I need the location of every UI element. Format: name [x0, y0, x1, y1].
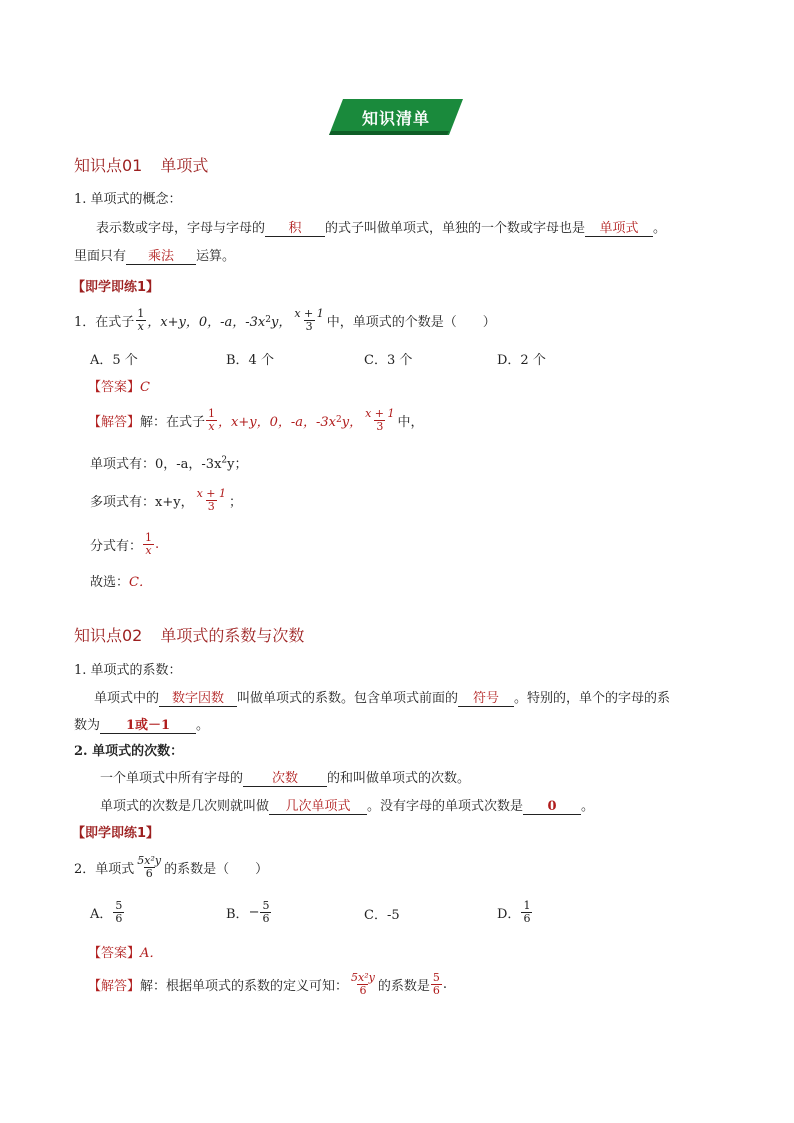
- subheading: 2. 单项式的次数：: [74, 744, 184, 759]
- fractions-line: 分式有： $\frac{1}{x}$ .: [90, 530, 160, 557]
- heading-number: 知识点01: [74, 156, 143, 175]
- banner-title: 知识清单: [361, 108, 430, 128]
- blank-answer: 1或－1: [100, 718, 196, 734]
- blank-answer: 单项式: [585, 221, 653, 237]
- choose-line: 故选：C．: [90, 575, 152, 590]
- solution-line: 【解答】 解：根据单项式的系数的定义可知： $\frac{\text{5x²y}}{6}$ 的系数是 $\frac{5}{6}$ .: [88, 970, 448, 997]
- paragraph: 单项式的次数是几次则就叫做 几次单项式 。没有字母的单项式次数是 0 。: [100, 799, 595, 814]
- option-c: C．3 个: [364, 353, 413, 368]
- answer-tag: 【答案】: [88, 380, 141, 395]
- option-b: B．4 个: [226, 353, 274, 368]
- section-heading-1: [74, 153, 208, 176]
- blank-answer: 符号: [458, 691, 514, 707]
- fraction: $\frac{1}{6}$: [523, 898, 531, 925]
- question-1: 1．在式子 $\frac{1}{x}$ ，x+y，0，-a，-3x 2 y， $\frac{x + 1}{3}$ 中，单项式的个数是（ ）: [74, 306, 496, 333]
- blank-answer: 乘法: [126, 249, 196, 265]
- subheading: 1. 单项式的系数：: [74, 663, 182, 678]
- section-heading-2: [74, 623, 304, 646]
- fraction: $\frac{\text{5x²y}}{6}$: [137, 853, 162, 880]
- paragraph: 一个单项式中所有字母的 次数 的和叫做单项式的次数。: [100, 771, 471, 786]
- blank-answer: 数字因数: [159, 691, 237, 707]
- paragraph: 单项式中的 数字因数 叫做单项式的系数。包含单项式前面的 符号 。特别的，单个的字母的系: [94, 691, 671, 706]
- answer-line: [88, 376, 150, 395]
- monomials-line: 单项式有：0，-a，$-3x^2y$；: [90, 455, 248, 472]
- answer-value: A．: [140, 946, 163, 961]
- fraction: $\frac{\text{5x²y}}{6}$: [351, 970, 375, 997]
- option-d: D．2 个: [497, 353, 546, 368]
- blank-answer: 几次单项式: [269, 799, 367, 815]
- paragraph: 数为 1或－1 。: [74, 718, 210, 733]
- blank-answer: 0: [523, 799, 581, 815]
- fraction: $\frac{5}{6}$: [115, 898, 123, 925]
- option-b: B． − $\frac{5}{6}$: [226, 898, 270, 925]
- heading-title: 单项式的系数与次数: [160, 626, 305, 645]
- heading-number: 知识点02: [74, 626, 143, 645]
- fraction: $\frac{5}{6}$: [262, 898, 270, 925]
- fraction: $\frac{1}{x}$: [208, 406, 216, 433]
- solution-line: 【解答】 解：在式子 $\frac{1}{x}$ ，x+y，0，-a，-3x 2 y， $\frac{x + 1}{3}$ 中，: [88, 406, 424, 433]
- fraction: $\frac{5}{6}$: [432, 970, 440, 997]
- paragraph: 里面只有 乘法 运算。: [74, 249, 236, 264]
- answer-line: [88, 942, 162, 961]
- fraction: $\frac{1}{x}$: [137, 306, 145, 333]
- answer-value: C: [140, 380, 150, 395]
- practice-label: 【即学即练1】: [72, 280, 160, 295]
- fraction: $\frac{x + 1}{3}$: [196, 486, 226, 513]
- option-c: C．-5: [364, 908, 400, 923]
- fraction: $\frac{x + 1}{3}$: [365, 406, 395, 433]
- heading-title: 单项式: [160, 156, 209, 175]
- section-banner: [329, 99, 463, 135]
- blank-answer: 积: [265, 221, 325, 237]
- option-d: D． $\frac{1}{6}$: [497, 898, 531, 925]
- question-2: 2．单项式 $\frac{\text{5x²y}}{6}$ 的系数是（ ）: [74, 853, 269, 880]
- polynomials-line: 多项式有：x+y， $\frac{x + 1}{3}$ ；: [90, 486, 243, 513]
- solution-tag: 【解答】: [88, 978, 141, 994]
- practice-label: 【即学即练1】: [72, 826, 160, 841]
- fraction: $\frac{1}{x}$: [145, 530, 153, 557]
- option-a: A．5 个: [90, 353, 138, 368]
- fraction: $\frac{x + 1}{3}$: [294, 306, 324, 333]
- option-a: A． $\frac{5}{6}$: [90, 898, 123, 925]
- subheading: 1. 单项式的概念：: [74, 192, 182, 207]
- paragraph: 表示数或字母，字母与字母的 积 的式子叫做单项式，单独的一个数或字母也是 单项式 。: [96, 221, 667, 236]
- solution-tag: 【解答】: [88, 414, 141, 430]
- answer-tag: 【答案】: [88, 946, 141, 961]
- blank-answer: 次数: [243, 771, 327, 787]
